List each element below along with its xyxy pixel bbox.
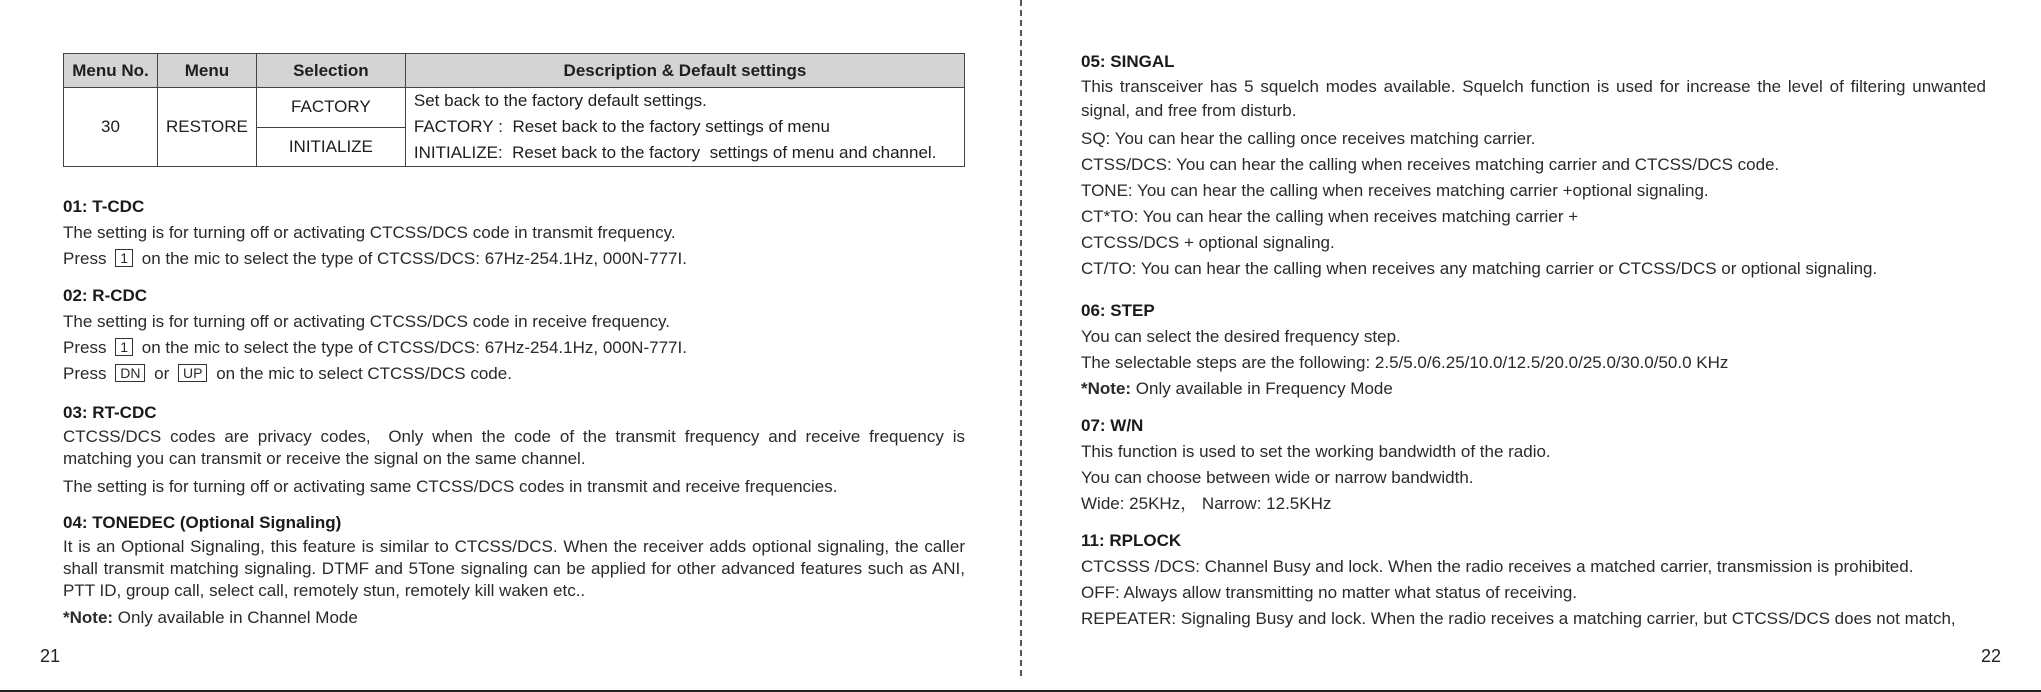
section-singal bbox=[1081, 48, 1986, 282]
cell-menu: RESTORE bbox=[158, 88, 257, 167]
section-text: Wide: 25KHz， Narrow: 12.5KHz bbox=[1081, 494, 1332, 513]
or-label: or bbox=[154, 364, 170, 383]
section-heading: 11: RPLOCK bbox=[1081, 531, 1182, 550]
note-text: Only available in Frequency Mode bbox=[1131, 379, 1393, 398]
section-heading: 03: RT-CDC bbox=[63, 403, 157, 422]
section-text: You can select the desired frequency step. bbox=[1081, 327, 1401, 346]
left-page bbox=[0, 0, 1020, 692]
header-description: Description & Default settings bbox=[405, 54, 964, 88]
section-heading: 06: STEP bbox=[1081, 301, 1155, 320]
description-line: Set back to the factory default settings. bbox=[413, 91, 707, 110]
section-t-cdc bbox=[63, 193, 965, 272]
section-text: CT/TO: You can hear the calling when receives any matching carrier or CTCSS/DCS or optional signaling. bbox=[1081, 259, 1878, 278]
section-text: CT*TO: You can hear the calling when receives matching carrier + bbox=[1081, 207, 1579, 226]
section-text-rest: on the mic to select CTCSS/DCS code. bbox=[216, 364, 512, 383]
press-label: Press bbox=[63, 249, 107, 268]
section-text: The setting is for turning off or activating CTCSS/DCS code in transmit frequency. bbox=[63, 223, 676, 242]
section-text: CTSS/DCS: You can hear the calling when receives matching carrier and CTCSS/DCS code. bbox=[1081, 155, 1780, 174]
section-text: SQ: You can hear the calling once receives matching carrier. bbox=[1081, 129, 1536, 148]
section-rt-cdc bbox=[63, 399, 965, 500]
section-paragraph: CTCSS/DCS codes are privacy codes, Only when the code of the transmit frequency and receive frequency is matching you can transmit or receive the signal on the same channel. bbox=[63, 427, 965, 468]
key-dn-icon: DN bbox=[115, 364, 145, 382]
description-line: INITIALIZE: Reset back to the factory settings of menu and channel. bbox=[413, 143, 937, 162]
note-line bbox=[1081, 376, 1986, 402]
table-header-row bbox=[64, 54, 965, 88]
section-text: You can choose between wide or narrow bandwidth. bbox=[1081, 468, 1474, 487]
cell-description bbox=[405, 88, 964, 167]
right-page bbox=[1021, 0, 2041, 692]
key-1-icon: 1 bbox=[115, 249, 133, 267]
section-text: CTCSSS /DCS: Channel Busy and lock. When the radio receives a matched carrier, transmission is prohibited. bbox=[1081, 557, 1914, 576]
cell-selection-factory: FACTORY bbox=[256, 88, 405, 128]
section-text-rest: on the mic to select the type of CTCSS/DCS: 67Hz-254.1Hz, 000N-777I. bbox=[141, 249, 687, 268]
restore-menu-table bbox=[63, 53, 965, 167]
section-r-cdc bbox=[63, 282, 965, 387]
section-paragraph: This transceiver has 5 squelch modes available. Squelch function is used for increase the level of filtering unwanted signal, and free from disturb. bbox=[1081, 77, 1986, 120]
section-heading: 04: TONEDEC (Optional Signaling) bbox=[63, 513, 342, 532]
note-label: *Note: bbox=[1081, 379, 1132, 398]
section-step bbox=[1081, 297, 1986, 402]
cell-menu-no: 30 bbox=[64, 88, 158, 167]
section-text: The selectable steps are the following: 2.5/5.0/6.25/10.0/12.5/20.0/25.0/30.0/50.0 KHz bbox=[1081, 353, 1729, 372]
section-text bbox=[63, 361, 965, 387]
page-number: 21 bbox=[40, 646, 61, 666]
section-text: The setting is for turning off or activating same CTCSS/DCS codes in transmit and receive frequencies. bbox=[63, 477, 838, 496]
section-heading: 02: R-CDC bbox=[63, 286, 148, 305]
section-text bbox=[63, 246, 965, 272]
section-text: REPEATER: Signaling Busy and lock. When the radio receives a matching carrier, but CTCSS/DCS does not match, bbox=[1081, 609, 1956, 628]
section-text bbox=[63, 335, 965, 361]
description-line: FACTORY : Reset back to the factory settings of menu bbox=[413, 117, 830, 136]
section-heading: 05: SINGAL bbox=[1081, 52, 1175, 71]
page-number: 22 bbox=[1981, 646, 2002, 666]
key-1-icon: 1 bbox=[115, 338, 133, 356]
section-text-rest: on the mic to select the type of CTCSS/DCS: 67Hz-254.1Hz, 000N-777I. bbox=[141, 338, 687, 357]
section-text: OFF: Always allow transmitting no matter what status of receiving. bbox=[1081, 583, 1578, 602]
header-selection: Selection bbox=[256, 54, 405, 88]
key-up-icon: UP bbox=[178, 364, 207, 382]
section-text: This function is used to set the working bandwidth of the radio. bbox=[1081, 442, 1551, 461]
section-text: The setting is for turning off or activating CTCSS/DCS code in receive frequency. bbox=[63, 312, 670, 331]
header-menu: Menu bbox=[158, 54, 257, 88]
press-label: Press bbox=[63, 338, 107, 357]
section-text: CTCSS/DCS + optional signaling. bbox=[1081, 233, 1335, 252]
section-paragraph: It is an Optional Signaling, this feature is similar to CTCSS/DCS. When the receiver adds optional signaling, the caller shall transmit matching signaling. DTMF and 5Tone signaling can be applied for other advanced features such as ANI, PTT ID, group call, select call, remotely stun, remotely kill waken etc.. bbox=[63, 537, 965, 600]
section-wn bbox=[1081, 412, 1986, 517]
section-tonedec bbox=[63, 509, 965, 631]
section-text: TONE: You can hear the calling when receives matching carrier +optional signaling. bbox=[1081, 181, 1709, 200]
header-menu-no: Menu No. bbox=[64, 54, 158, 88]
note-line bbox=[63, 605, 965, 631]
press-label: Press bbox=[63, 364, 107, 383]
section-heading: 01: T-CDC bbox=[63, 197, 145, 216]
cell-selection-initialize: INITIALIZE bbox=[256, 127, 405, 167]
section-heading: 07: W/N bbox=[1081, 416, 1144, 435]
note-text: Only available in Channel Mode bbox=[113, 608, 358, 627]
table-row bbox=[64, 88, 965, 128]
note-label: *Note: bbox=[63, 608, 114, 627]
section-rplock bbox=[1081, 527, 1986, 632]
